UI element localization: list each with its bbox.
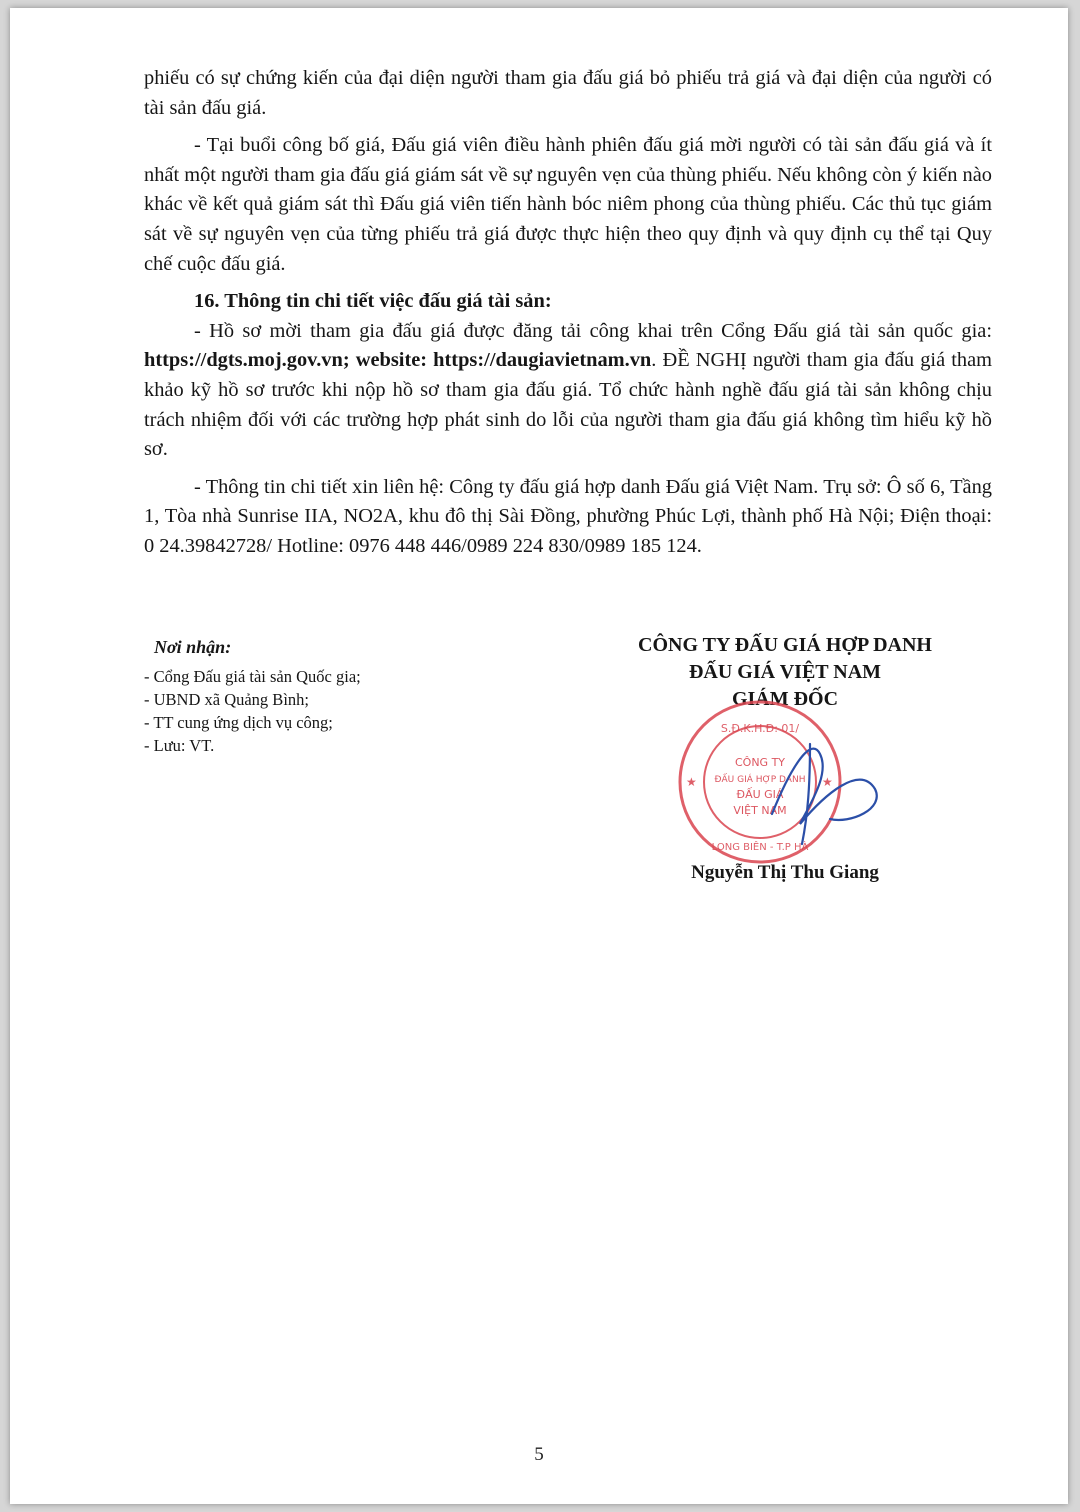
document-page bbox=[10, 8, 1068, 1504]
paragraph-ballot-witness: phiếu có sự chứng kiến của đại diện người tham gia đấu giá bỏ phiếu trả giá và đại diện của người có tài sản đấu giá. bbox=[144, 67, 992, 119]
recipient-item: - TT cung ứng dịch vụ công; bbox=[144, 713, 333, 732]
company-seal-stamp bbox=[660, 694, 900, 864]
document-body bbox=[144, 64, 992, 562]
section-heading-16: 16. Thông tin chi tiết việc đấu giá tài sản: bbox=[194, 290, 552, 313]
signer-position: GIÁM ĐỐC bbox=[731, 688, 839, 710]
recipient-item: - Lưu: VT. bbox=[144, 736, 215, 755]
seal-center-line1: CÔNG TY bbox=[734, 756, 786, 769]
signer-name: Nguyễn Thị Thu Giang bbox=[691, 862, 879, 883]
auction-documents-intro: - Hồ sơ mời tham gia đấu giá được đăng tải công khai trên Cổng Đấu giá tài sản quốc gia: bbox=[194, 319, 992, 342]
recipient-item: - UBND xã Quảng Bình; bbox=[144, 690, 309, 709]
svg-text:★: ★ bbox=[822, 775, 833, 789]
paragraph-price-announcement: - Tại buổi công bố giá, Đấu giá viên điều hành phiên đấu giá mời người có tài sản đấu giá và ít nhất một người tham gia đấu giá giám sát về sự nguyên vẹn của thùng phiếu. Nếu không còn ý kiến nào khác về kết quả giám sát thì Đấu giá viên tiến hành bóc niêm phong của thùng phiếu. Các thủ tục giám sát về sự nguyên vẹn của từng phiếu trả giá được thực hiện theo quy định và quy định cụ thể tại Quy chế cuộc đấu giá. bbox=[144, 134, 992, 275]
company-name-line1: CÔNG TY ĐẤU GIÁ HỢP DANH bbox=[638, 634, 932, 656]
seal-center-line2: ĐẤU GIÁ HỢP DANH bbox=[714, 775, 806, 785]
auction-portal-links: https://dgts.moj.gov.vn; website: https://daugiavietnam.vn bbox=[144, 349, 652, 372]
auction-documents-rest: . ĐỀ NGHỊ người tham gia đấu giá tham khảo kỹ hồ sơ trước khi nộp hồ sơ tham gia đấu giá. Tổ chức hành nghề đấu giá tài sản không chịu trách nhiệm đối với các trường hợp phát sinh do lỗi của người tham gia đấu giá không tìm hiểu kỹ hồ sơ. bbox=[144, 349, 992, 461]
company-name-line2: ĐẤU GIÁ VIỆT NAM bbox=[688, 661, 882, 683]
paragraph-contact-info: - Thông tin chi tiết xin liên hệ: Công ty đấu giá hợp danh Đấu giá Việt Nam. Trụ sở: Ô số 6, Tầng 1, Tòa nhà Sunrise IIA, NO2A, khu đô thị Sài Đồng, phường Phúc Lợi, thành phố Hà Nội; Điện thoại: 0 24.39842728/ Hotline: 0976 448 446/0989 224 830/0989 185 124. bbox=[144, 475, 992, 557]
recipients-title: Nơi nhận: bbox=[154, 637, 232, 657]
paragraph-auction-documents bbox=[144, 317, 992, 465]
seal-bottom-text: LONG BIÊN - T.P HÀ bbox=[711, 842, 809, 853]
svg-text:★: ★ bbox=[686, 775, 697, 789]
seal-top-text: S.Đ.K.H.Đ: 01/ bbox=[720, 722, 800, 735]
recipients-block bbox=[144, 636, 484, 757]
recipient-item: - Cổng Đấu giá tài sản Quốc gia; bbox=[144, 667, 361, 686]
page-number: 5 bbox=[534, 1444, 544, 1465]
seal-center-line4: VIỆT NAM bbox=[733, 804, 787, 817]
seal-center-line3: ĐẤU GIÁ bbox=[736, 788, 784, 801]
signature-block bbox=[600, 632, 970, 902]
